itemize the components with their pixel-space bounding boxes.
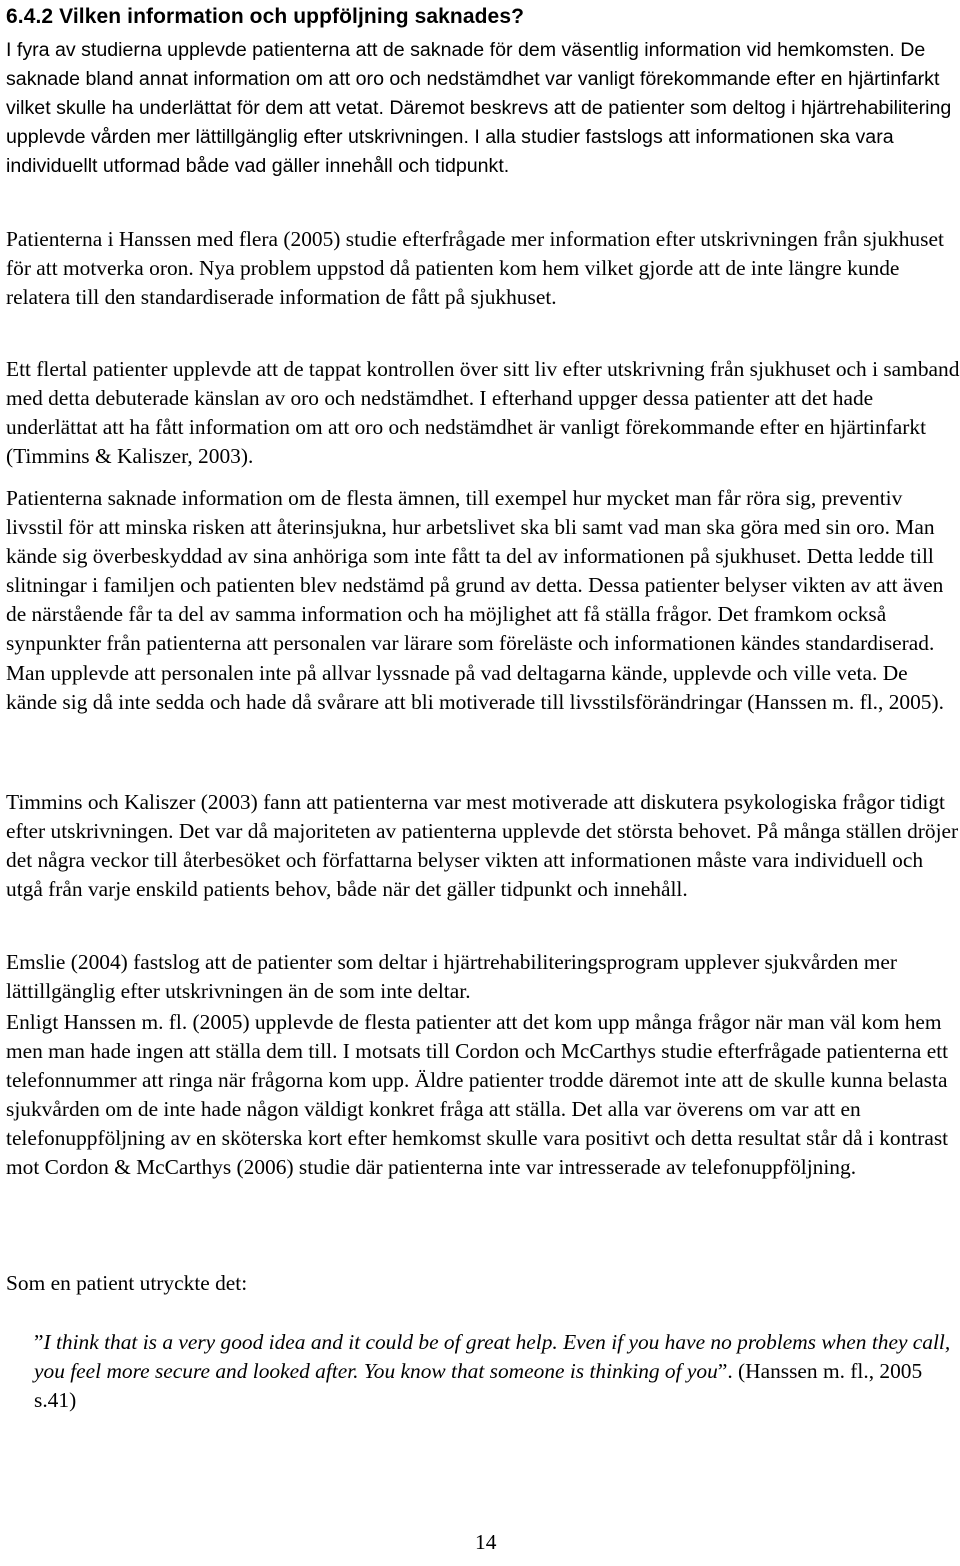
paragraph-6: Emslie (2004) fastslog att de patienter som deltar i hjärtrehabiliteringsprogram upplever sjukvården mer lättillgänglig efter utskrivningen än de som inte deltar. [6,950,898,1004]
paragraph-5: Timmins och Kaliszer (2003) fann att patienterna var mest motiverade att diskutera psykologiska frågor tidigt efter utskrivningen. Det var då majoriteten av patienterna upplevde det största behovet. På många ställen dröjer det några veckor till återbesöket och författarna belyser vikten att informationen måste vara individuell och utgå från varje enskild patients behov, både när det gäller tidpunkt och innehåll. [6,790,959,902]
block-quote [34,1328,960,1415]
quote-text: I think that is a very good idea and it could be of great help. Even if you have no problems when they call, you feel more secure and looked after. You know that someone is thinking of you [34,1330,951,1383]
quote-close-mark: ” [717,1359,728,1383]
paragraph-2: Patienterna i Hanssen med flera (2005) studie efterfrågade mer information efter utskrivningen från sjukhuset för att motverka oron. Nya problem uppstod då patienten kom hem vilket gjorde att de inte längre kunde relatera till den standardiserade information de fått på sjukhuset. [6,227,944,310]
paragraph-4: Patienterna saknade information om de flesta ämnen, till exempel hur mycket man får röra sig, preventiv livsstil för att minska risken att återinsjukna, hur arbetslivet ska bli samt vad man ska göra med sin oro. Man kände sig överbeskyddad av sina anhöriga som inte fått ta del av informationen på sjukhuset. Detta ledde till slitningar i familjen och patienten blev nedstämd på grund av detta. Dessa patienter belyser vikten av att även de närstående får ta del av samma information och ha möjlighet att få ställa frågor. Det framkom också synpunkter från patienterna att personalen var lärare som föreläste och informationen kändes standardiserad. Man upplevde att personalen inte på allvar lyssnade på vad deltagarna kände, upplevde och ville veta. De kände sig då inte sedda och hade då svårare att bli motiverade till livsstilsförändringar (Hanssen m. fl., 2005). [6,486,944,714]
page-number: 14 [475,1530,497,1554]
section-heading: 6.4.2 Vilken information och uppföljning saknades? [6,5,525,28]
paragraph-7: Enligt Hanssen m. fl. (2005) upplevde de flesta patienter att det kom upp många frågor när man väl kom hem men man hade ingen att ställa dem till. I motsats till Cordon och McCarthys studie efterfrågade patienterna ett telefonnummer att ringa när frågorna kom upp. Äldre patienter trodde däremot inte att de skulle kunna belasta sjukvården om de inte hade någon väldigt konkret fråga att ställa. Det alla var överens om var att en telefonuppföljning av en sköterska kort efter hemkomst skulle vara positivt och detta resultat står då i kontrast mot Cordon & McCarthys (2006) studie där patienterna inte var intresserade av telefonuppföljning. [6,1010,949,1180]
quote-open-mark: ” [34,1330,44,1354]
paragraph-3: Ett flertal patienter upplevde att de tappat kontrollen över sitt liv efter utskrivning från sjukhuset och i samband med detta debuterade känslan av oro och nedstämdhet. I efterhand uppger dessa patienter att det hade underlättat att ha fått information om att oro och nedstämdhet är vanligt förekommande efter en hjärtinfarkt (Timmins & Kaliszer, 2003). [6,357,960,469]
paragraph-8: Som en patient utryckte det: [6,1271,248,1295]
quote-citation: . (Hanssen m. fl., 2005 s.41) [34,1359,923,1412]
paragraph-1: I fyra av studierna upplevde patienterna att de saknade för dem väsentlig information vid hemkomsten. De saknade bland annat information om att oro och nedstämdhet var vanligt förekommande efter en hjärtinfarkt vilket skulle ha underlättat för dem att vetat. Däremot beskrevs att de patienter som deltog i hjärtrehabilitering upplevde vården mer lättillgänglig efter utskrivningen. I alla studier fastslogs att informationen ska vara individuellt utformad både vad gäller innehåll och tidpunkt. [6,39,952,178]
